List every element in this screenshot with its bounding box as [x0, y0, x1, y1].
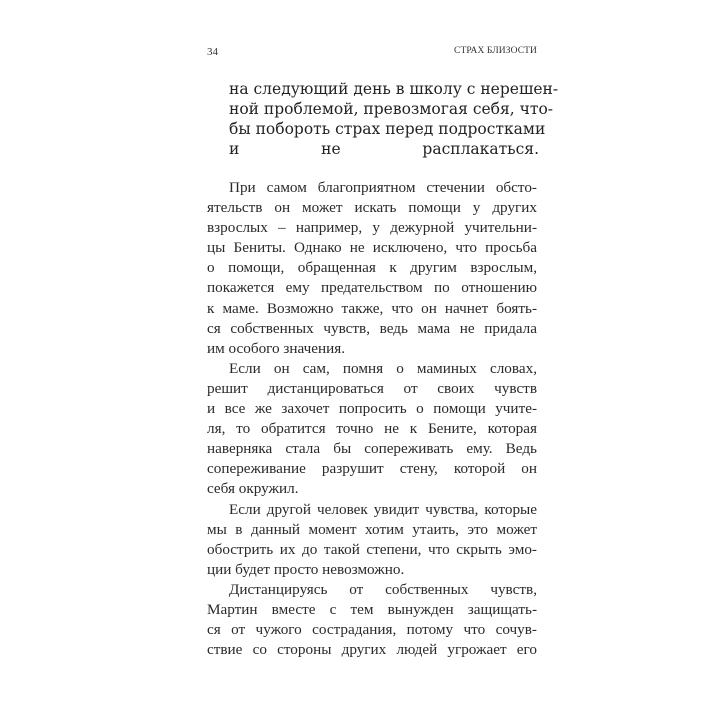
text-line: ятельств он может искать помощи у других: [207, 199, 537, 217]
paragraph-2: [207, 359, 537, 500]
text-line: ля, то обратится точно не к Бените, которая: [207, 420, 537, 438]
text-line: При самом благоприятном стечении обсто-: [229, 179, 537, 196]
text-line: ся собственных чувств, ведь мама не придала: [207, 319, 537, 337]
chapter-title: СТРАХ БЛИЗОСТИ: [454, 46, 537, 56]
text-line: цы Бениты. Однако не исключено, что просьба: [207, 239, 537, 257]
page-number: 34: [207, 46, 218, 58]
text-line: обострить их до такой степени, что скрыть эмо-: [207, 540, 537, 558]
paragraph-3: [207, 500, 537, 580]
text-line: себя окружил.: [207, 480, 299, 498]
text-line: решит дистанцироваться от своих чувств: [207, 379, 537, 397]
text-line: наверняка стала бы сопереживать ему. Ведь: [207, 440, 537, 458]
text-line: Если другой человек увидит чувства, которые: [229, 500, 537, 518]
text-line: и все же захочет попросить о помощи учите-: [207, 400, 537, 418]
paragraph-4: [207, 580, 537, 660]
text-line: Дистанцируясь от собственных чувств,: [229, 580, 537, 598]
text-line: взрослых – например, у дежурной учительни-: [207, 219, 537, 237]
text-line: Если он сам, помня о маминых словах,: [229, 359, 537, 377]
text-line: к маме. Возможно также, что он начнет боять-: [207, 299, 537, 317]
text-line: ции будет просто невозможно.: [207, 560, 405, 578]
block-quote: [229, 78, 559, 159]
quote-line: на следующий день в школу с нерешен-: [229, 80, 559, 98]
text-line: о помощи, обращенная к другим взрослым,: [207, 259, 537, 277]
running-head: [207, 46, 537, 60]
text-line: покажется ему предательством по отношению: [207, 279, 537, 297]
text-line: мы в данный момент хотим утаить, это может: [207, 520, 537, 538]
quote-line: ной проблемой, превозмогая себя, что-: [229, 100, 554, 119]
body-text: [207, 178, 537, 660]
text-line: ствие со стороны других людей угрожает его: [207, 641, 537, 659]
text-line: ся от чужого сострадания, потому что сочув-: [207, 621, 537, 639]
text-line: им особого значения.: [207, 339, 346, 357]
text-line: сопереживание разрушит стену, которой он: [207, 460, 537, 478]
paragraph-1: [207, 178, 537, 359]
quote-line: и не расплакаться.: [229, 140, 539, 159]
text-line: Мартин вместе с тем вынужден защищать-: [207, 600, 537, 618]
quote-line: бы побороть страх перед подростками: [229, 120, 546, 139]
